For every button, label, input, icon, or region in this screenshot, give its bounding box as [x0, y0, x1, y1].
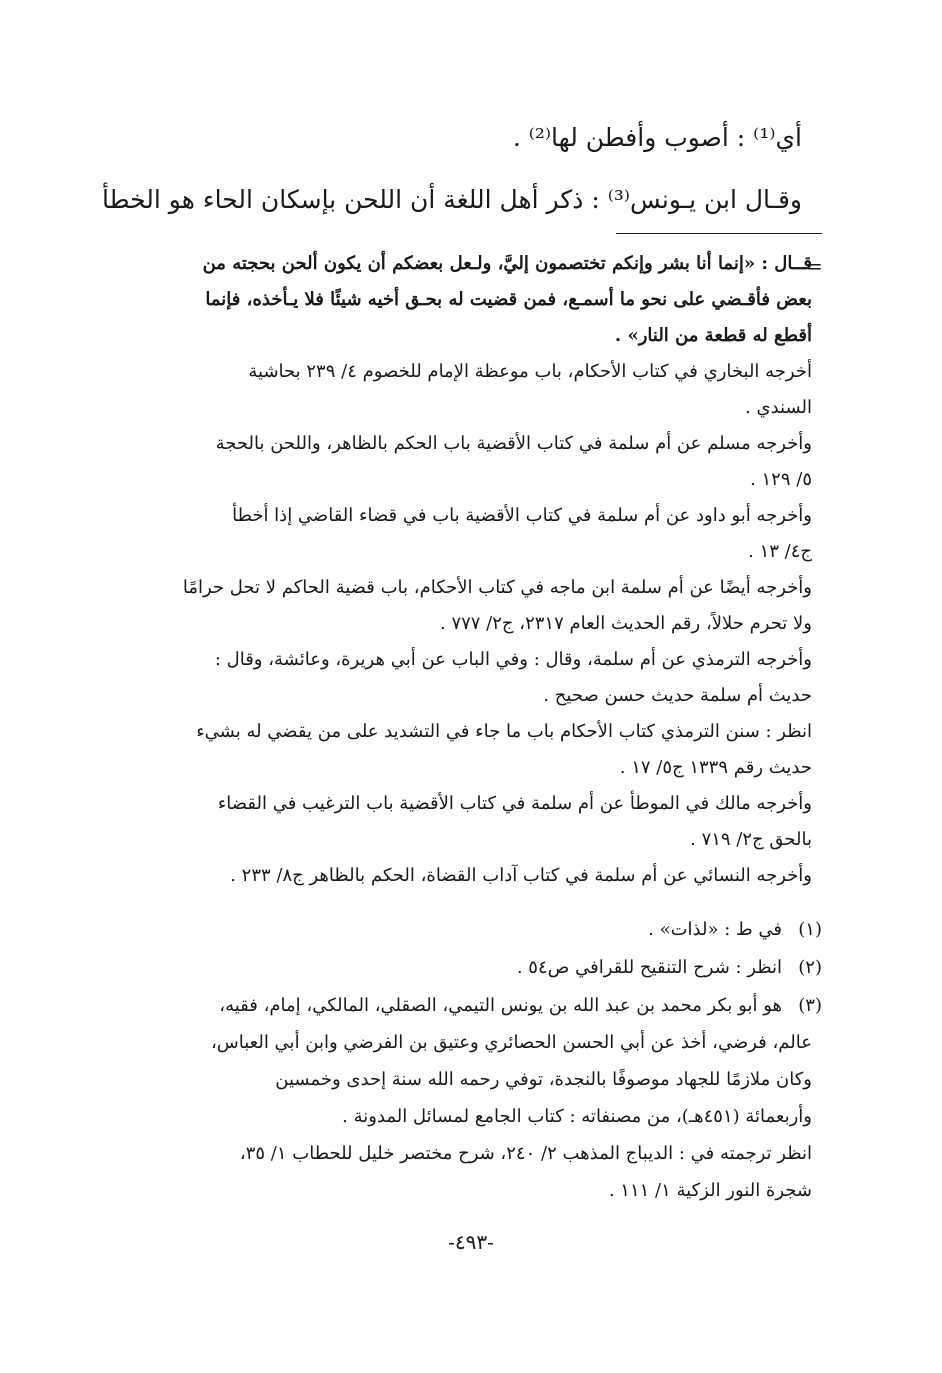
takhrij-block [112, 354, 812, 894]
footnote-text: وأربعمائة (٤٥١هـ)، من مصنفاته : كتاب الجامع لمسائل المدونة . [342, 1106, 812, 1127]
takhrij-line: وأخرجه مالك في الموطأ عن أم سلمة في كتاب الأقضية باب الترغيب في القضاء [217, 793, 812, 814]
takhrij-line: ولا تحرم حلالاً، رقم الحديث العام ٢٣١٧، ج٢/ ٧٧٧ . [439, 613, 812, 634]
main-text-line: وقـال ابن يـونس⁽³⁾ : ذكر أهل اللغة أن اللحن بإسكان الحاء هو الخطأ [102, 185, 802, 214]
hadith-quote [112, 246, 812, 354]
takhrij-line: حديث أم سلمة حديث حسن صحيح . [543, 685, 812, 706]
footnote-text: في ط : «لذات» . [648, 919, 782, 940]
hadith-line: أقطع له قطعة من النار» . [614, 325, 812, 346]
footnote-text: هو أبو بكر محمد بن عبد الله بن يونس التيمي، الصقلي، المالكي، إمام، فقيه، [219, 995, 782, 1016]
footnote-continuation-mark: = [806, 254, 823, 278]
takhrij-line: حديث رقم ١٣٣٩ ج٥/ ١٧ . [619, 757, 812, 778]
footnote-text: انظر : شرح التنقيح للقرافي ص٥٤ . [516, 957, 782, 978]
takhrij-line: ج٤/ ١٣ . [748, 541, 812, 562]
footnote-text: وكان ملازمًا للجهاد موصوفًا بالنجدة، توفي رحمه الله سنة إحدى وخمسين [275, 1069, 812, 1090]
takhrij-line: أخرجه البخاري في كتاب الأحكام، باب موعظة الإمام للخصوم ٤/ ٢٣٩ بحاشية [248, 361, 812, 382]
page-number: -٤٩٣- [448, 1230, 494, 1254]
takhrij-line: ٥/ ١٢٩ . [750, 469, 812, 490]
hadith-line: بعض فأقـضي على نحو ما أسمـع، فمن قضيت له بحـق أخيه شيئًا فلا يـأخذه، فإنما [205, 289, 812, 310]
takhrij-line: وأخرجه أيضًا عن أم سلمة ابن ماجه في كتاب الأحكام، باب قضية الحاكم لا تحل حرامًا [182, 577, 812, 598]
takhrij-line: بالحق ج٢/ ٧١٩ . [690, 829, 812, 850]
hadith-line: قــال : «إنما أنا بشر وإنكم تختصمون إليَّ، ولـعل بعضكم أن يكون ألحن بحجته من [202, 253, 812, 274]
footnote-number: (٣) [798, 995, 822, 1016]
footnote-text: عالم، فرضي، أخذ عن أبي الحسن الحصائري وعتيق بن الفرضي وابن أبي العباس، [210, 1032, 812, 1053]
takhrij-line: وأخرجه النسائي عن أم سلمة في كتاب آداب القضاة، الحكم بالظاهر ج٨/ ٢٣٣ . [230, 865, 812, 886]
footnote-text: انظر ترجمته في : الديباج المذهب ٢/ ٢٤٠، شرح مختصر خليل للحطاب ١/ ٣٥، [239, 1143, 812, 1164]
takhrij-line: السندي . [745, 397, 812, 418]
footnote-separator [616, 233, 822, 234]
takhrij-line: انظر : سنن الترمذي كتاب الأحكام باب ما جاء في التشديد على من يقضي له بشيء [196, 721, 812, 742]
takhrij-line: وأخرجه أبو داود عن أم سلمة في كتاب الأقضية باب في قضاء القاضي إذا أخطأ [232, 505, 812, 526]
footnote-number: (٢) [798, 957, 822, 978]
main-text-line: أي⁽¹⁾ : أصوب وأفطن لها⁽²⁾ . [512, 123, 802, 152]
footnote-number: (١) [798, 919, 822, 940]
footnote-text: شجرة النور الزكية ١/ ١١١ . [608, 1180, 812, 1201]
takhrij-line: وأخرجه الترمذي عن أم سلمة، وقال : وفي الباب عن أبي هريرة، وعائشة، وقال : [214, 649, 812, 670]
takhrij-line: وأخرجه مسلم عن أم سلمة في كتاب الأقضية باب الحكم بالظاهر، واللحن بالحجة [215, 433, 812, 454]
